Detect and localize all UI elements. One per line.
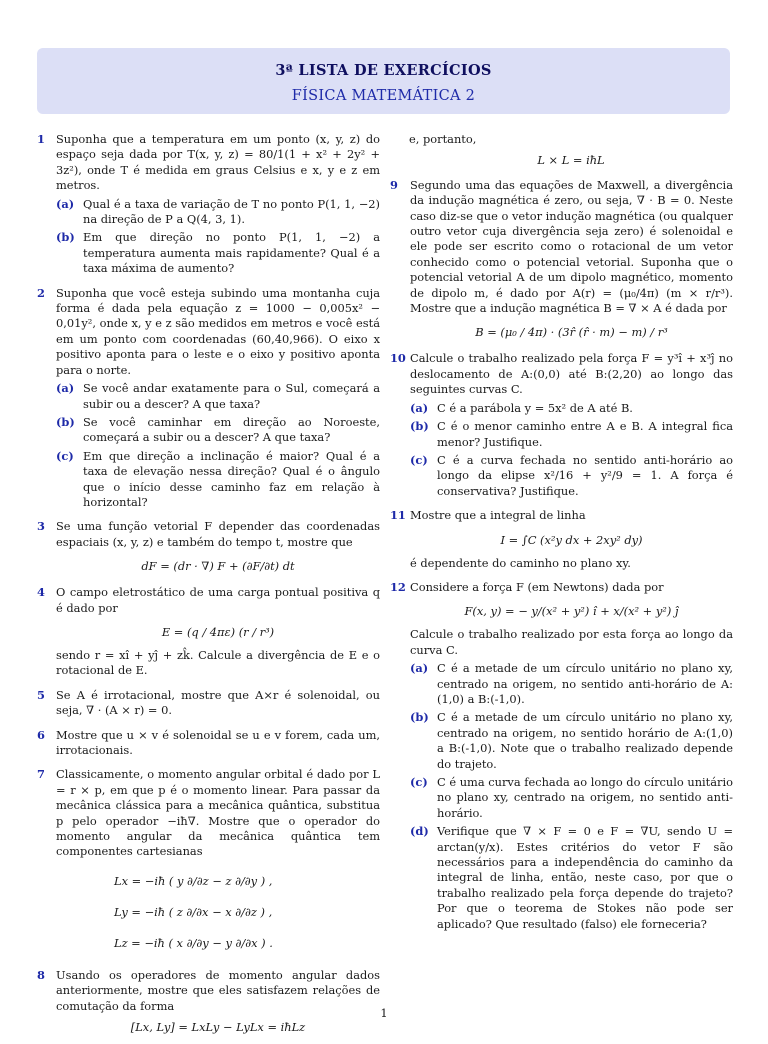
left-column — [37, 132, 380, 1044]
item-label: (d) — [410, 824, 429, 839]
item-label: (a) — [56, 196, 75, 211]
exercise-text: Calcule o trabalho realizado pela força F = y³î + x³ĵ no deslocamento de A:(0,0) até B:(2,20) ao longo das seguintes curvas C. — [410, 351, 733, 397]
exercise-text: Usando os operadores de momento angular dados anteriormente, mostre que eles satisfazem relações de comutação da forma — [56, 967, 380, 1013]
item-text: C é a metade de um círculo unitário no plano xy, centrado na origem, no sentido horário de A:(1,0) a B:(-1,0). Note que o trabalho realizado depende do trajeto. — [437, 710, 733, 771]
exercise-item — [56, 415, 380, 446]
equation: I = ∫C (x²y dx + 2xy² dy) — [500, 532, 643, 547]
exercise-number: 1 — [37, 132, 45, 146]
equation: L × L = iħL — [537, 153, 605, 168]
exercise-number: 2 — [37, 285, 45, 300]
exercise-number: 3 — [37, 519, 45, 534]
equation: Ly = −iħ ( z ∂/∂x − x ∂/∂z ) , — [114, 904, 273, 919]
exercise-text: O campo eletrostático de uma carga pontual positiva q é dado por — [56, 585, 380, 615]
item-text: C é o menor caminho entre A e B. A integral fica menor? Justifique. — [437, 419, 733, 449]
exercise-3 — [37, 519, 380, 576]
exercise-text-after: sendo r = xî + yĵ + zk̂. Calcule a divergência de E e o rotacional de E. — [56, 647, 380, 678]
exercise-number: 8 — [37, 967, 45, 982]
item-label: (c) — [56, 448, 74, 463]
exercise-item — [56, 230, 380, 276]
item-text: C é a curva fechada no sentido anti-horário ao longo da elipse x²/16 + y²/9 = 1. A força é conservativa? Justifique. — [437, 452, 733, 498]
exercise-item — [56, 197, 380, 228]
item-label: (b) — [410, 419, 429, 434]
exercise-item — [410, 401, 733, 416]
item-text: C é uma curva fechada ao longo do círculo unitário no plano xy, centrado na origem, no sentido anti-horário. — [437, 775, 734, 820]
exercise-number: 5 — [37, 687, 45, 702]
equation: E = (q / 4πε) (r / r³) — [161, 624, 275, 639]
exercise-2 — [37, 286, 380, 511]
exercise-8-continued — [390, 132, 733, 169]
equation: [Lx, Ly] = LxLy − LyLx = iħLz — [130, 1020, 306, 1035]
item-label: (a) — [410, 400, 429, 415]
equation: Lz = −iħ ( x ∂/∂y − y ∂/∂x ) . — [114, 935, 273, 950]
exercise-text-after: é dependente do caminho no plano xy. — [410, 555, 631, 570]
exercise-number: 4 — [37, 585, 45, 600]
exercise-text: Suponha que a temperatura em um ponto (x, y, z) do espaço seja dada por T(x, y, z) = 80/1(1 + x² + 2y² + 3z²), onde T é medida em graus Celsius e x, y e z em metros. — [56, 132, 380, 193]
item-text: Em que direção a inclinação é maior? Qual é a taxa de elevação nessa direção? Qual é o ângulo que o início desse caminho faz em relação à horizontal? — [83, 448, 380, 509]
exercise-item — [410, 661, 733, 707]
item-label: (a) — [56, 381, 75, 396]
equation: Lx = −iħ ( y ∂/∂z − z ∂/∂y ) , — [114, 873, 273, 888]
exercise-4 — [37, 585, 380, 679]
exercise-text: e, portanto, — [409, 132, 477, 146]
item-text: Qual é a taxa de variação de T no ponto P(1, 1, −2) na direção de P a Q(4, 3, 1). — [83, 196, 380, 227]
exercise-number: 9 — [390, 177, 398, 192]
item-label: (b) — [56, 230, 75, 245]
item-text: Verifique que ∇ × F = 0 e F = ∇U, sendo U = arctan(y/x). Estes critérios do vetor F são necessários para a independência do caminho da integral de linha, então, neste caso, por que o trabalho realizado pela força depende do trajeto? Por que o teorema de Stokes não pode ser aplicado? Que resultado (falso) ele forneceria? — [437, 824, 733, 931]
item-label: (b) — [56, 414, 75, 429]
exercise-item — [56, 449, 380, 511]
item-text: C é a parábola y = 5x² de A até B. — [437, 400, 633, 415]
right-column — [390, 132, 733, 941]
exercise-item — [410, 775, 733, 821]
exercise-text: Segundo uma das equações de Maxwell, a divergência da indução magnética é zero, ou seja, ∇ · B = 0. Neste caso diz-se que o vetor indução magnética (ou qualquer outro vetor cuja divergência seja zero) é solenoidal e ele pode ser escrito como o rotacional de um vetor conhecido como o potencial vetorial. Suponha que o potencial vetorial A de um dipolo magnético, momento de dipolo m, é dado por A(r) = (μ₀/4π) (m × r/r³). Mostre que a indução magnética B = ∇ × A é dada por — [410, 177, 733, 316]
exercise-text: Se uma função vetorial F depender das coordenadas espaciais (x, y, z) e também do tempo t, mostre que — [56, 519, 380, 549]
exercise-number: 11 — [390, 508, 406, 523]
item-text: Se você caminhar em direção ao Noroeste, começará a subir ou a descer? A que taxa? — [83, 414, 380, 445]
exercise-text: Classicamente, o momento angular orbital é dado por L = r × p, em que p é o momento linear. Para passar da mecânica clássica para a mecânica quântica, substitua p pelo operador −iħ∇. Mostre que o operador do momento angular da mecânica quântica tem componentes cartesianas — [56, 767, 380, 859]
exercise-number: 10 — [390, 351, 406, 366]
exercise-6 — [37, 728, 380, 759]
equation: B = (μ₀ / 4π) · (3r̂ (r̂ · m) − m) / r³ — [475, 325, 668, 340]
title-banner — [37, 48, 730, 114]
item-text: C é a metade de um círculo unitário no plano xy, centrado na origem, no sentido anti-horário de A:(1,0) a B:(-1,0). — [437, 661, 733, 706]
exercise-item — [410, 824, 733, 932]
exercise-text: Mostre que u × v é solenoidal se u e v forem, cada um, irrotacionais. — [56, 727, 380, 757]
exercise-11 — [390, 508, 733, 571]
exercise-number: 7 — [37, 767, 45, 782]
exercise-7 — [37, 767, 380, 958]
exercise-text-after: Calcule o trabalho realizado por esta força ao longo da curva C. — [410, 627, 733, 657]
exercise-1 — [37, 132, 380, 277]
exercise-item — [410, 710, 733, 772]
page-subtitle: FÍSICA MATEMÁTICA 2 — [291, 88, 476, 104]
exercise-item — [410, 419, 733, 450]
exercise-text: Se A é irrotacional, mostre que A×r é solenoidal, ou seja, ∇ · (A × r) = 0. — [56, 687, 380, 718]
exercise-10 — [390, 351, 733, 499]
exercise-text: Considere a força F (em Newtons) dada por — [410, 579, 664, 594]
item-label: (a) — [410, 661, 429, 676]
exercise-8 — [37, 968, 380, 1036]
exercise-text: Suponha que você esteja subindo uma montanha cuja forma é dada pela equação z = 1000 − 0,005x² − 0,01y², onde x, y e z são medidos em metros e você está em um ponto com coordenadas (60,40,966). O eixo x positivo aponta para o leste e o eixo y positivo aponta para o norte. — [56, 285, 380, 377]
item-label: (c) — [410, 775, 428, 789]
exercise-item — [410, 453, 733, 499]
item-label: (b) — [410, 710, 429, 725]
exercise-12 — [390, 580, 733, 932]
exercise-9 — [390, 178, 733, 343]
equation-array — [114, 866, 380, 959]
exercise-number: 12 — [390, 579, 406, 594]
exercise-text: Mostre que a integral de linha — [410, 508, 586, 523]
item-text: Em que direção no ponto P(1, 1, −2) a temperatura aumenta mais rapidamente? Qual é a taxa máxima de aumento? — [83, 230, 380, 276]
exercise-number: 6 — [37, 727, 45, 742]
exercise-item — [56, 381, 380, 412]
page-title: 3ª LISTA DE EXERCÍCIOS — [275, 62, 492, 79]
item-label: (c) — [410, 452, 428, 467]
equation: dF = (dr · ∇) F + (∂F/∂t) dt — [141, 559, 295, 574]
item-text: Se você andar exatamente para o Sul, começará a subir ou a descer? A que taxa? — [83, 381, 380, 411]
equation: F(x, y) = − y/(x² + y²) î + x/(x² + y²) ĵ — [464, 604, 679, 619]
exercise-5 — [37, 688, 380, 719]
page-number: 1 — [380, 1006, 388, 1020]
